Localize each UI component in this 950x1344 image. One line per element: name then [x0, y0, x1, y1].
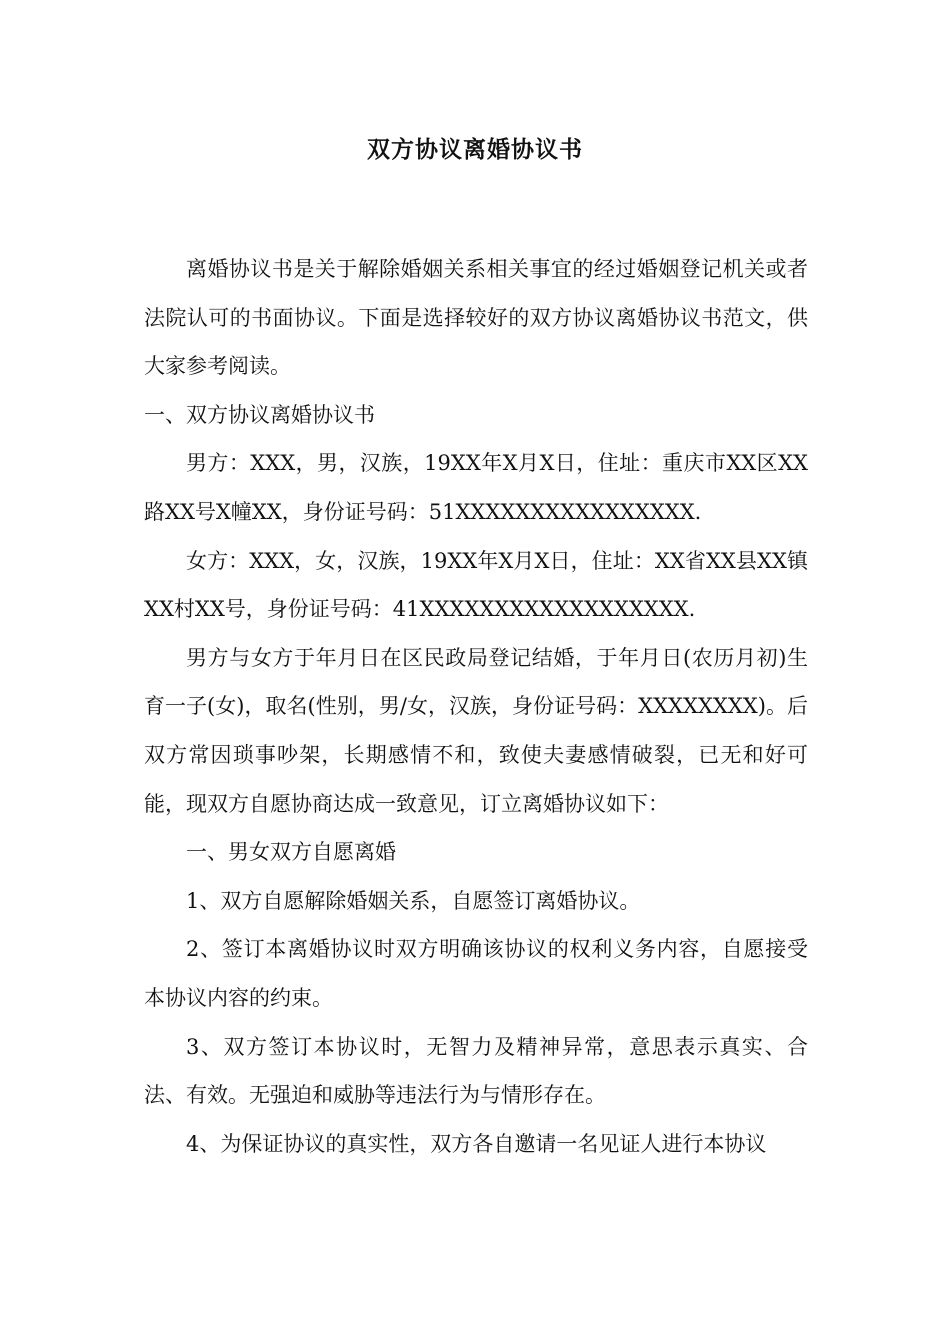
document-body — [144, 245, 808, 1168]
section-heading: 一、双方协议离婚协议书 — [144, 402, 375, 427]
clause-item-1: 1、双方自愿解除婚姻关系，自愿签订离婚协议。 — [186, 888, 641, 913]
paragraph-intro: 离婚协议书是关于解除婚姻关系相关事宜的经过婚姻登记机关或者法院认可的书面协议。下面是选择较好的双方协议离婚协议书范文，供大家参考阅读。 — [144, 257, 808, 379]
clause-item-2: 2、签订本离婚协议时双方明确该协议的权利义务内容，自愿接受本协议内容的约束。 — [144, 937, 808, 1010]
clause-item-3: 3、双方签订本协议时，无智力及精神异常，意思表示真实、合法、有效。无强迫和威胁等违法行为与情形存在。 — [144, 1034, 808, 1108]
clause-heading-1: 一、男女双方自愿离婚 — [186, 840, 396, 865]
paragraph-background: 男方与女方于年月日在区民政局登记结婚，于年月日(农历月初)生育一子(女)，取名(性别，男/女，汉族，身份证号码：XXXXXXXX)。后双方常因琐事吵架，长期感情不和，致使夫妻感情破裂，已无和好可能，现双方自愿协商达成一致意见，订立离婚协议如下： — [144, 645, 808, 816]
document-title: 双方协议离婚协议书 — [367, 137, 583, 163]
paragraph-female-party: 女方：XXX，女，汉族，19XX年X月X日，住址：XX省XX县XX镇XX村XX号，身份证号码：41XXXXXXXXXXXXXXXXXX. — [144, 548, 808, 622]
paragraph-male-party: 男方：XXX，男，汉族，19XX年X月X日，住址：重庆市XX区XX路XX号X幢XX，身份证号码：51XXXXXXXXXXXXXXXX. — [144, 451, 808, 524]
clause-item-4: 4、为保证协议的真实性，双方各自邀请一名见证人进行本协议 — [186, 1131, 767, 1156]
